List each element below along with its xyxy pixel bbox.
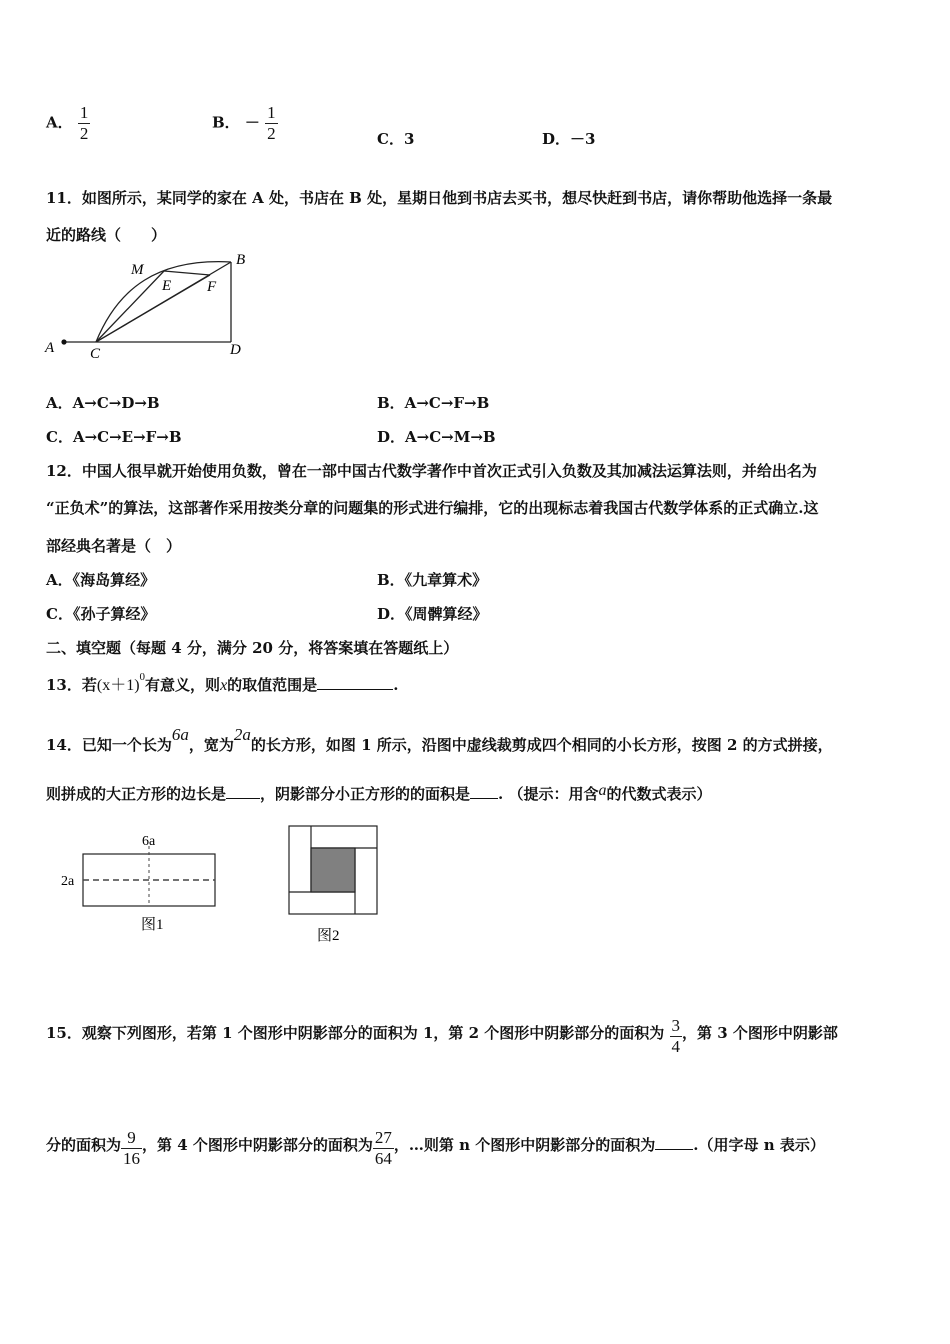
q14-text: . （提示：用含 xyxy=(498,785,599,803)
q13-prefix: 13．若 xyxy=(46,676,97,694)
q13-answer-blank[interactable] xyxy=(317,675,393,690)
q14-text: 14．已知一个长为 xyxy=(46,736,172,754)
q15-text: 分的面积为 xyxy=(46,1135,122,1154)
q14-figure-1 xyxy=(55,826,225,936)
q15-text: .（用字母 n 表示） xyxy=(693,1135,825,1154)
label-d: D xyxy=(230,342,241,358)
fraction-9-16 xyxy=(121,1128,142,1169)
q12-stem-line1: 12．中国人很早就开始使用负数，曾在一部中国古代数学著作中首次正式引入负数及其加减法运算法则，并给出名为 xyxy=(46,462,817,480)
q11-route-figure xyxy=(40,250,255,360)
label-f: F xyxy=(207,279,217,295)
fig2-caption: 图2 xyxy=(317,928,340,944)
q14-text: 则拼成的大正方形的边长是 xyxy=(46,785,227,803)
q13-mid: 有意义，则 xyxy=(145,676,221,694)
q15-text: ，…则第 n 个图形中阴影部分的面积为 xyxy=(393,1135,656,1154)
label-b: B xyxy=(236,252,246,268)
frac-num: 1 xyxy=(79,103,89,122)
q10-option-b xyxy=(212,103,278,144)
q14-figure-2 xyxy=(280,820,390,950)
q11-stem-line2: 近的路线（ ） xyxy=(46,226,167,244)
label-c: C xyxy=(90,346,101,360)
fig1-left-label: 2a xyxy=(61,874,75,889)
frac-den: 2 xyxy=(267,124,276,143)
fig2-shaded-square xyxy=(311,848,355,892)
q15-text: ，第 4 个图形中阴影部分的面积为 xyxy=(142,1135,373,1154)
segment-ce xyxy=(96,271,164,342)
section-heading-fill-in: 二、填空题（每题 4 分，满分 20 分，将答案填在答题纸上） xyxy=(46,639,459,657)
q13-exponent: 0 xyxy=(139,670,146,683)
option-letter: B． xyxy=(212,113,240,132)
fraction xyxy=(265,103,278,144)
segment-ef xyxy=(164,271,210,275)
q14-text: ，宽为 xyxy=(188,736,234,754)
q14-blank-side[interactable] xyxy=(226,784,260,799)
q15-stem-line2 xyxy=(46,1128,825,1169)
fraction-27-64 xyxy=(373,1128,394,1169)
q13-variable: x xyxy=(220,677,228,694)
option-value: 3 xyxy=(403,130,415,148)
frac-num: 9 xyxy=(121,1128,142,1149)
q13-base: (x＋1) xyxy=(96,677,140,694)
label-a: A xyxy=(45,340,55,356)
label-e: E xyxy=(162,278,172,294)
q12-option-c: C．《孙子算经》 xyxy=(46,605,156,623)
q12-stem-line2: “正负术”的算法，这部著作采用按类分章的问题集的形式进行编排，它的出现标志着我国古代数学体系的正式确立.这 xyxy=(46,499,819,517)
point-a-dot xyxy=(61,339,66,344)
q10-option-a xyxy=(46,103,90,144)
frac-den: 64 xyxy=(374,1149,392,1168)
option-letter: C． xyxy=(377,130,404,148)
frac-num: 1 xyxy=(267,103,276,122)
q10-option-d xyxy=(542,128,595,149)
frac-num: 3 xyxy=(671,1016,681,1035)
option-value: －3 xyxy=(570,130,596,148)
q10-option-c xyxy=(377,128,414,149)
option-letter: D． xyxy=(542,130,571,148)
q14-width: 2a xyxy=(233,725,251,744)
option-letter: A． xyxy=(46,113,73,132)
frac-den: 2 xyxy=(79,124,89,143)
q13-end: . xyxy=(393,676,399,694)
q13-stem xyxy=(46,672,398,695)
q14-stem-line1 xyxy=(46,725,833,755)
q12-stem-line3: 部经典名著是（ ） xyxy=(46,537,182,555)
q11-option-b: B．A→C→F→B xyxy=(377,394,490,412)
q15-answer-blank[interactable] xyxy=(655,1135,693,1150)
frac-den: 16 xyxy=(123,1149,141,1168)
q14-text: 的代数式表示） xyxy=(606,785,712,803)
q14-blank-area[interactable] xyxy=(470,784,498,799)
q12-option-d: D．《周髀算经》 xyxy=(377,605,488,623)
q14-text: ，阴影部分小正方形的的面积是 xyxy=(260,785,471,803)
q14-length: 6a xyxy=(171,725,189,744)
q13-expression xyxy=(96,670,146,694)
label-m: M xyxy=(131,262,144,278)
fig1-top-label: 6a xyxy=(142,834,156,849)
q11-option-d: D．A→C→M→B xyxy=(377,428,496,446)
fraction xyxy=(78,103,91,144)
q12-option-a: A．《海岛算经》 xyxy=(46,571,156,589)
q11-option-a: A．A→C→D→B xyxy=(46,394,160,412)
q12-option-b: B．《九章算术》 xyxy=(377,571,488,589)
q14-variable: a xyxy=(598,782,607,799)
fraction-3-4 xyxy=(670,1016,683,1057)
fig1-caption: 图1 xyxy=(141,917,164,933)
frac-den: 4 xyxy=(671,1037,681,1056)
option-sign: － xyxy=(244,113,260,132)
q15-text: ，第 3 个图形中阴影部 xyxy=(682,1023,838,1042)
frac-num: 27 xyxy=(374,1128,392,1147)
q14-text: 的长方形，如图 1 所示，沿图中虚线裁剪成四个相同的小长方形，按图 2 的方式拼接， xyxy=(250,736,833,754)
q13-suffix: 的取值范围是 xyxy=(227,676,318,694)
q11-stem-line1: 11．如图所示，某同学的家在 A 处，书店在 B 处，星期日他到书店去买书，想尽快赶到书店，请你帮助他选择一条最 xyxy=(46,189,833,207)
q15-text: 15．观察下列图形，若第 1 个图形中阴影部分的面积为 1，第 2 个图形中阴影部分的面积为 xyxy=(46,1023,665,1042)
q11-option-c: C．A→C→E→F→B xyxy=(46,428,182,446)
q15-stem-line1 xyxy=(46,1016,838,1057)
segment-cf xyxy=(96,275,210,342)
q14-stem-line2 xyxy=(46,783,712,804)
